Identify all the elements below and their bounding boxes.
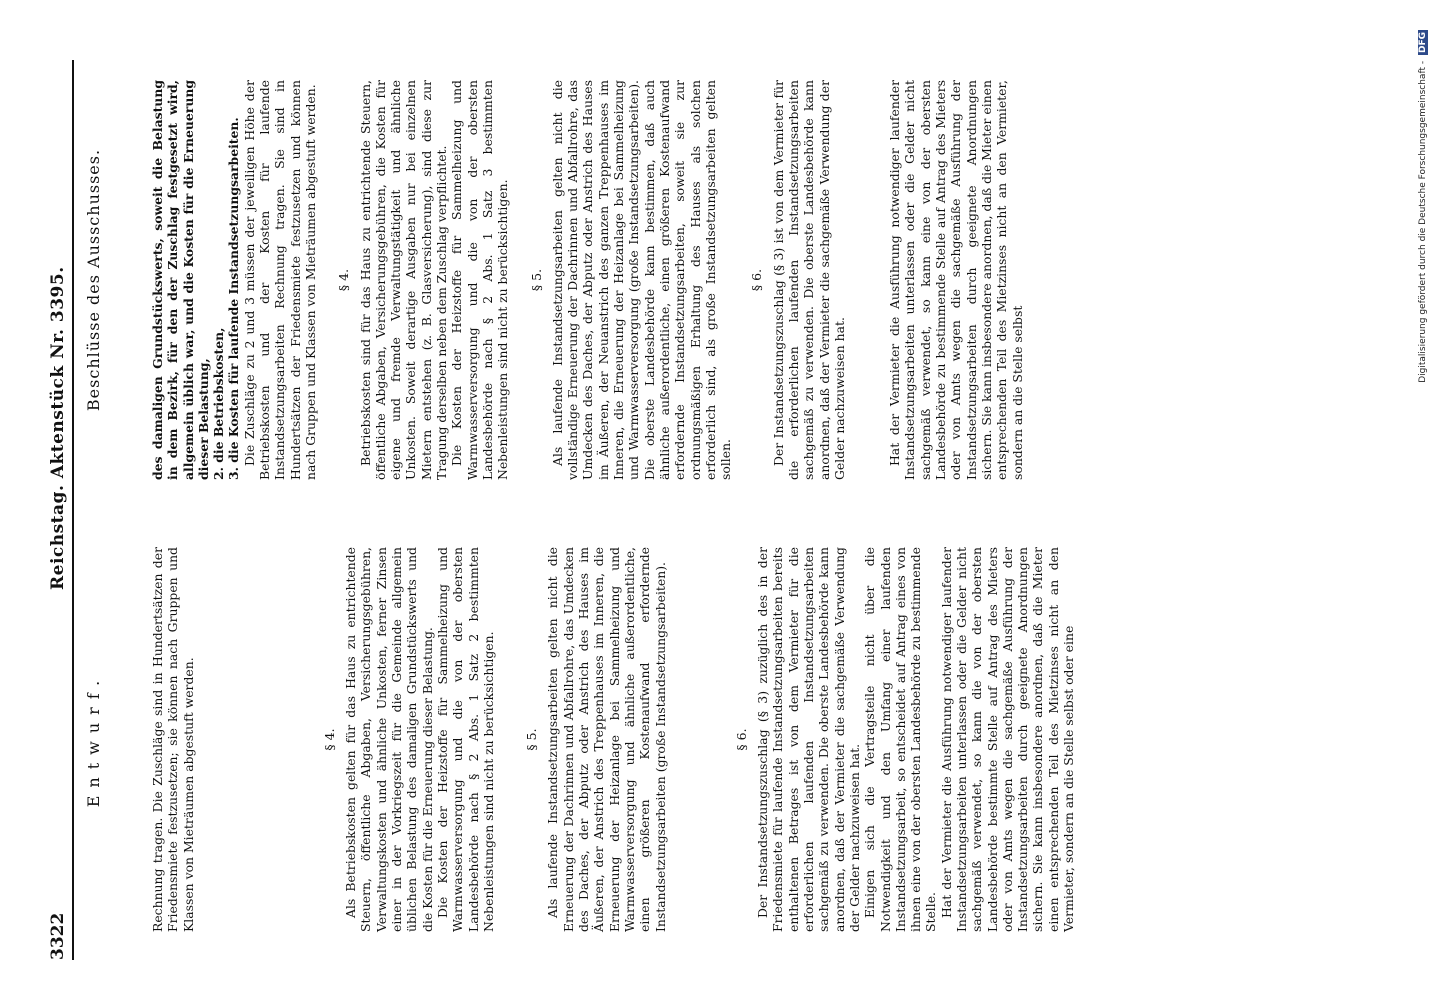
right-section-6-title: § 6. (749, 268, 765, 292)
left-column (150, 547, 1076, 932)
footer-text: Digitalisierung gefördert durch die Deutsche Forschungsgemeinschaft - (1418, 60, 1428, 383)
header-rule (72, 60, 74, 960)
left-section-6-para-3: Hat der Vermieter die Ausführung notwendiger laufender Instandsetzungsarbeiten unterlassen oder die Gelder nicht sachgemäß verwendet, so kann die von der obersten Landesbehörde bestimmte Stelle auf Antrag des Mieters oder von Amts wegen die sachgemäße Ausführung der Instandsetzungsarbeiten durch geeignete Anordnungen sichern. Sie kann insbesondere anordnen, daß die Mieter einen entsprechenden Teil des Mietzinses nicht an den Vermieter, sondern an die Stelle selbst oder eine (938, 547, 1077, 932)
page-number: 3322 (48, 912, 68, 960)
left-column-heading: Entwurf. (84, 672, 103, 808)
right-item-3: 3. die Kosten für laufende Instandsetzungsarbeiten. (226, 117, 242, 480)
left-section-6-title: § 6. (733, 728, 749, 751)
left-section-5-para-1: Als laufende Instandsetzungsarbeiten gelten nicht die Erneuerung der Dachrinnen und Abfallrohre, das Umdecken des Daches, der Abputz oder Anstrich des Hauses im Äußeren, der Anstrich des Treppenhauses im Inneren, die Erneuerung der Heizanlage bei Sammelheizung und Warmwasserversorgung und ähnliche außerordentliche, einen größeren Kostenaufwand erfordernde Instandsetzungsarbeiten (große Instandsetzungsarbeiten). (545, 547, 668, 932)
right-section-5-para-1: Als laufende Instandsetzungsarbeiten gelten nicht die vollständige Erneuerung der Dachrinnen und Abfallrohre, das Umdecken des Daches, der Abputz oder Anstrich des Hauses im Äußeren, der Neuanstrich des ganzen Treppenhauses im Inneren, die Erneuerung der Heizanlage bei Sammelheizung und Warmwasserversorgung (große Instandsetzungsarbeiten). Die oberste Landesbehörde kann bestimmen, daß auch ähnliche außerordentliche, einen größeren Kostenaufwand erfordernde Instandsetzungsarbeiten, soweit sie zur ordnungsmäßigen Erhaltung des Hauses als solchen erforderlich sind, als große Instandsetzungsarbeiten gelten sollen. (549, 80, 734, 480)
left-section-4-para-1: Als Betriebskosten gelten für das Haus zu entrichtende Steuern, öffentliche Abgaben, Versicherungsgebühren, Verwaltungskosten und ähnliche Unkosten, ferner Zinsen einer in der Vorkriegszeit für die Gemeinde allgemein üblichen Belastung des damaligen Grundstückswerts und die Kosten für die Erneuerung dieser Belastung. (343, 547, 435, 932)
left-section-5-title: § 5. (524, 728, 540, 751)
right-section-4-para-1: Betriebskosten sind für das Haus zu entrichtende Steuern, öffentliche Abgaben, Versicherungsgebühren, die Kosten für eigene und fremde Verwaltungstätigkeit und ähnliche Unkosten. Soweit derartige Ausgaben nur bei einzelnen Mietern entstehen (z. B. Glasversicherung), sind diese zur Tragung derselben neben dem Zuschlag verpflichtet. (357, 80, 450, 480)
page-header (48, 60, 72, 960)
right-column (150, 80, 1025, 480)
right-section-4-para-2: Die Kosten der Heizstoffe für Sammelheizung und Warmwasserversorgung und die von der obersten Landesbehörde nach § 2 Abs. 1 Satz 3 bestimmten Nebenleistungen sind nicht zu berücksichtigen. (449, 80, 511, 480)
right-item-2: 2. die Betriebskosten, (211, 327, 227, 480)
running-title: Reichstag. Aktenstück Nr. 3395. (48, 266, 68, 590)
left-intro: Rechnung tragen. Die Zuschläge sind in Hundertsätzen der Friedensmiete festzusetzen; sie können nach Gruppen und Klassen von Mieträumen abgestuft werden. (150, 547, 196, 932)
left-section-6-para-2: Einigen sich die Vertragsteile nicht über die Notwendigkeit und den Umfang einer laufenden Instandsetzungsarbeit, so entscheidet auf Antrag eines von ihnen eine von der obersten Landesbehörde zu bestimmende Stelle. (862, 547, 939, 932)
right-section-6-para-3: Hat der Vermieter die Ausführung notwendiger laufender Instandsetzungsarbeiten unterlassen oder die Gelder nicht sachgemäß verwendet, so kann eine von der obersten Landesbehörde zu bestimmende Stelle auf Antrag des Mieters oder von Amts wegen die sachgemäße Ausführung der Instandsetzungsarbeiten durch geeignete Anordnungen sichern. Sie kann insbesondere anordnen, daß die Mieter einen entsprechenden Teil des Mietzinses nicht an den Vermieter, sondern an die Stelle selbst (887, 80, 1025, 480)
digitization-footer (1418, 30, 1428, 970)
right-section-5-title: § 5. (528, 268, 544, 292)
right-section-4-title: § 4. (336, 268, 352, 292)
left-section-4-para-2: Die Kosten der Heizstoffe für Sammelheizung und Warmwasserversorgung und die von der obersten Landesbehörde nach § 2 Abs. 1 Satz 2 bestimmten Nebenleistungen sind nicht zu berücksichtigen. (434, 547, 496, 932)
right-section-6-para-1: Der Instandsetzungszuschlag (§ 3) ist von dem Vermieter für die erforderlichen laufenden Instandsetzungsarbeiten sachgemäß zu verwenden. Die oberste Landesbehörde kann anordnen, daß der Vermieter die sachgemäße Verwendung der Gelder nachzuweisen hat. (770, 80, 847, 480)
left-section-4-title: § 4. (321, 728, 337, 751)
dfg-logo: DFG (1418, 32, 1428, 54)
right-zuschlaege-para: Die Zuschläge zu 2 und 3 müssen der jeweiligen Höhe der Betriebskosten und der Kosten für laufende Instandsetzungsarbeiten Rechnung tragen. Sie sind in Hundertsätzen der Friedensmiete festzusetzen und können nach Gruppen und Klassen von Mieträumen abgestuft werden. (241, 80, 318, 480)
left-section-6-para-1: Der Instandsetzungszuschlag (§ 3) zuzüglich des in der Friedensmiete für laufende Instandsetzungsarbeiten bereits enthaltenen Betrages ist von dem Vermieter für die erforderlichen laufenden Instandsetzungsarbeiten sachgemäß zu verwenden. Die oberste Landesbehörde kann anordnen, daß der Vermieter die sachgemäße Verwendung der Gelder nachzuweisen hat. (755, 547, 862, 932)
right-column-heading: Beschlüsse des Ausschusses. (84, 148, 103, 412)
right-intro: des damaligen Grundstückswerts, soweit die Belastung in dem Bezirk, für den der Zuschlag festgesetzt wird, allgemein üblich war, und die Kosten für die Erneuerung dieser Belastung, (150, 80, 211, 480)
